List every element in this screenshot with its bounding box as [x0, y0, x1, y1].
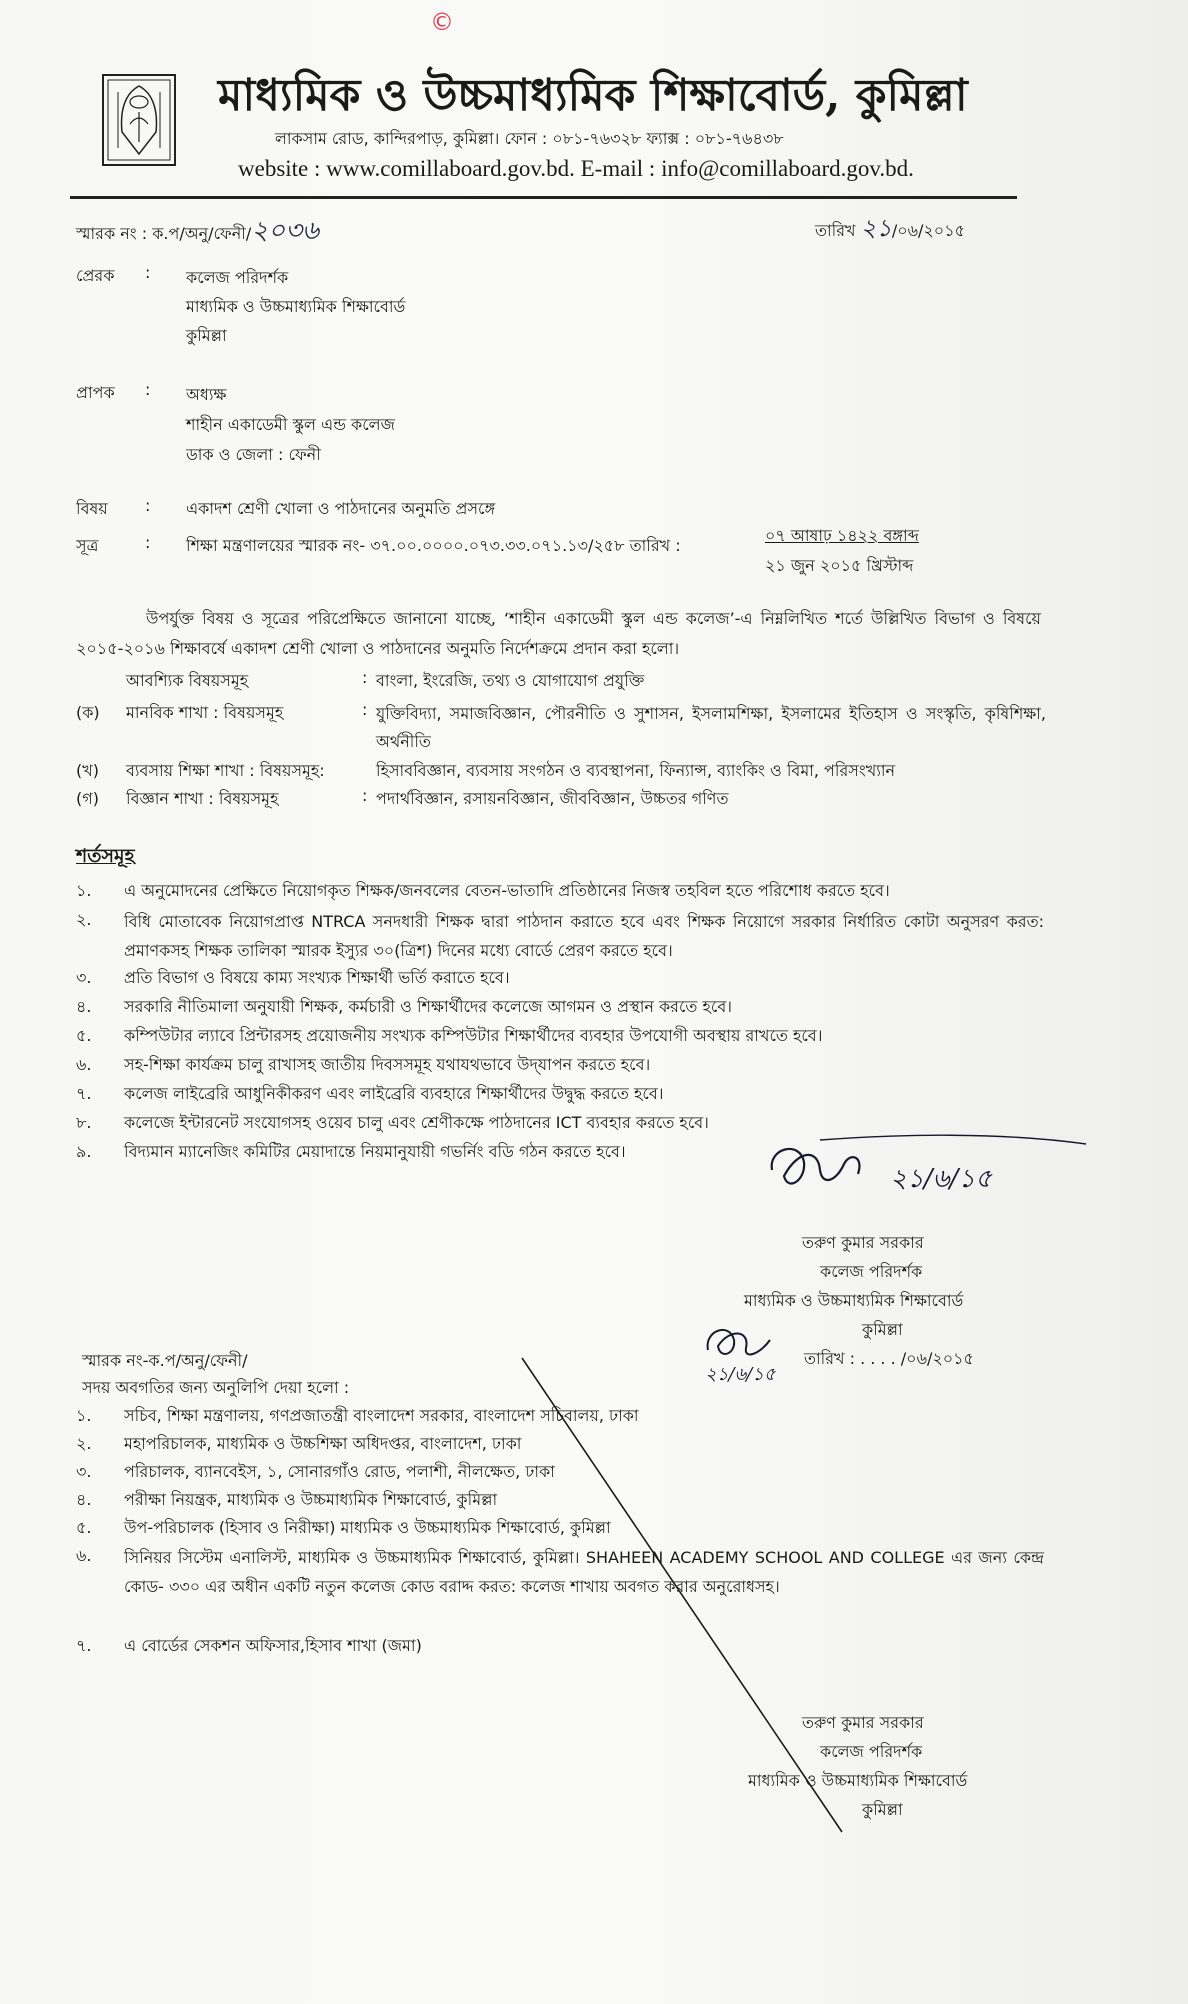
copy-ref: স্মারক নং-ক.প/অনু/ফেনী/ — [82, 1351, 248, 1370]
copy-item-text: পরিচালক, ব্যানবেইস, ১, সোনারগাঁও রোড, পলাশী, নীলক্ষেত, ঢাকা — [124, 1462, 555, 1481]
subject-row-label: ব্যবসায় শিক্ষা শাখা : বিষয়সমূহ: — [126, 761, 325, 780]
memo-date-label: তারিখ — [815, 221, 856, 240]
recipient-label: প্রাপক — [76, 383, 115, 402]
copy-item-number: ৫. — [76, 1518, 92, 1537]
condition-number: ৬. — [76, 1055, 92, 1074]
condition-text: সহ-শিক্ষা কার্যক্রম চালু রাখাসহ জাতীয় দিবসসমূহ যথাযথভাবে উদ্‌যাপন করতে হবে। — [124, 1055, 651, 1074]
condition-text: বিদ্যমান ম্যানেজিং কমিটির মেয়াদান্তে নিয়মানুযায়ী গভর্নিং বডি গঠন করতে হবে। — [124, 1142, 626, 1161]
recipient-line: অধ্যক্ষ — [186, 385, 227, 404]
condition-text: কম্পিউটার ল্যাবে প্রিন্টারসহ প্রয়োজনীয় সংখ্যক কম্পিউটার শিক্ষার্থীদের ব্যবহার উপযোগী অবস্থায় রাখতে হবে। — [124, 1026, 823, 1045]
sender-line: মাধ্যমিক ও উচ্চমাধ্যমিক শিক্ষাবোর্ড — [186, 297, 406, 316]
page-mark: © — [430, 8, 454, 36]
copy-item-text: সচিব, শিক্ষা মন্ত্রণালয়, গণপ্রজাতন্ত্রী বাংলাদেশ সরকার, বাংলাদেশ সচিবালয়, ঢাকা — [124, 1406, 639, 1425]
board-website: website : www.comillaboard.gov.bd. E-mail : info@comillaboard.gov.bd. — [238, 156, 914, 181]
recipient-line: ডাক ও জেলা : ফেনী — [186, 445, 321, 464]
condition-text: প্রতি বিভাগ ও বিষয়ে কাম্য সংখ্যক শিক্ষার্থী ভর্তি করাতে হবে। — [124, 968, 510, 987]
source-colon: : — [145, 533, 151, 552]
condition-text: কলেজ লাইব্রেরি আধুনিকীকরণ এবং লাইব্রেরি ব্যবহারে শিক্ষার্থীদের উদ্বুদ্ধ করতে হবে। — [124, 1084, 664, 1103]
signature-3-city: কুমিল্লা — [862, 1800, 903, 1819]
subject-label: বিষয় — [76, 499, 108, 518]
copy-item-number: ৭. — [76, 1636, 92, 1655]
condition-number: ৩. — [76, 968, 92, 987]
conditions-heading: শর্তসমূহ — [76, 845, 135, 867]
subject-row-colon: : — [362, 668, 368, 687]
source-label: সূত্র — [76, 536, 99, 555]
subject-row-mark: (খ) — [76, 761, 99, 780]
subject-row-label: মানবিক শাখা : বিষয়সমূহ — [126, 703, 284, 722]
signature-2-date: ২১/৬/১৫ — [705, 1364, 776, 1385]
subject-colon: : — [145, 496, 151, 515]
subject-row-mark: (গ) — [76, 789, 99, 808]
signature-1-date-line: তারিখ : . . . . /০৬/২০১৫ — [804, 1349, 974, 1368]
copy-item-text: উপ-পরিচালক (হিসাব ও নিরীক্ষা) মাধ্যমিক ও উচ্চমাধ্যমিক শিক্ষাবোর্ড, কুমিল্লা — [124, 1518, 611, 1537]
condition-text: কলেজে ইন্টারনেট সংযোগসহ ওয়েব চালু এবং শ্রেণীকক্ষে পাঠদানের ICT ব্যবহার করতে হবে। — [124, 1113, 709, 1132]
source-date-line1: ০৭ আষাঢ় ১৪২২ বঙ্গাব্দ — [765, 526, 919, 545]
sender-line: কলেজ পরিদর্শক — [186, 268, 289, 287]
condition-number: ৭. — [76, 1084, 92, 1103]
sender-label: প্রেরক — [76, 266, 115, 285]
signature-3-org: মাধ্যমিক ও উচ্চমাধ্যমিক শিক্ষাবোর্ড — [748, 1771, 968, 1790]
source-text: শিক্ষা মন্ত্রণালয়ের স্মারক নং- ৩৭.০০.০০০০.০৭৩.৩৩.০৭১.১৩/২৫৮ তারিখ : — [186, 536, 681, 555]
recipient-line: শাহীন একাডেমী স্কুল এন্ড কলেজ — [186, 415, 395, 434]
condition-number: ১. — [76, 881, 92, 900]
subject-row-value: বাংলা, ইংরেজি, তথ্য ও যোগাযোগ প্রযুক্তি — [376, 671, 645, 690]
condition-text: সরকারি নীতিমালা অনুযায়ী শিক্ষক, কর্মচারী ও শিক্ষার্থীদের কলেজে আগমন ও প্রস্থান করতে হবে। — [124, 997, 732, 1016]
memo-ref-label: স্মারক নং : ক.প/অনু/ফেনী/ — [76, 224, 252, 243]
condition-number: ২. — [76, 910, 92, 929]
subject-row-label: আবশ্যিক বিষয়সমূহ — [126, 671, 249, 690]
subject-row-colon: : — [362, 786, 368, 805]
signature-3-title: কলেজ পরিদর্শক — [820, 1742, 923, 1761]
condition-number: ৪. — [76, 997, 92, 1016]
memo-ref-handwritten: ২০৩৬ — [251, 216, 319, 246]
copy-item-text: পরীক্ষা নিয়ন্ত্রক, মাধ্যমিক ও উচ্চমাধ্যমিক শিক্ষাবোর্ড, কুমিল্লা — [124, 1490, 498, 1509]
subject-row-value: যুক্তিবিদ্যা, সমাজবিজ্ঞান, পৌরনীতি ও সুশাসন, ইসলামশিক্ষা, ইসলামের ইতিহাস ও সংস্কৃতি, কৃষিশিক্ষা, অর্থনীতি — [376, 704, 1046, 751]
copy-item-text: মহাপরিচালক, মাধ্যমিক ও উচ্চশিক্ষা অধিদপ্তর, বাংলাদেশ, ঢাকা — [124, 1434, 522, 1453]
condition-number: ৯. — [76, 1142, 92, 1161]
subject-row-colon: : — [362, 700, 368, 719]
signature-1-title: কলেজ পরিদর্শক — [820, 1262, 923, 1281]
signature-1-org: মাধ্যমিক ও উচ্চমাধ্যমিক শিক্ষাবোর্ড — [744, 1291, 964, 1310]
memo-date-suffix: /০৬/২০১৫ — [891, 221, 965, 240]
copy-item-number: ৪. — [76, 1490, 92, 1509]
sender-colon: : — [145, 263, 151, 282]
signature-1-name: তরুণ কুমার সরকার — [802, 1233, 924, 1252]
body-paragraph: উপর্যুক্ত বিষয় ও সূত্রের পরিপ্রেক্ষিতে জানানো যাচ্ছে, ‘শাহীন একাডেমী স্কুল এন্ড কলেজ’-এ নিম্নলিখিত শর্তে উল্লিখিত বিভাগ ও বিষয়ে ২০১৫-২০১৬ শিক্ষাবর্ষে একাদশ শ্রেণী খোলা ও পাঠদানের অনুমতি নির্দেশক্রমে প্রদান করা হলো। — [76, 609, 1041, 658]
subject-row-value: হিসাববিজ্ঞান, ব্যবসায় সংগঠন ও ব্যবস্থাপনা, ফিন্যান্স, ব্যাংকিং ও বিমা, পরিসংখ্যান — [376, 761, 896, 780]
subject-text: একাদশ শ্রেণী খোলা ও পাঠদানের অনুমতি প্রসঙ্গে — [186, 499, 496, 518]
sender-line: কুমিল্লা — [186, 326, 227, 345]
memo-date-handwritten: ২১ — [860, 214, 892, 242]
signature-1-city: কুমিল্লা — [862, 1320, 903, 1339]
subject-row-value: পদার্থবিজ্ঞান, রসায়নবিজ্ঞান, জীববিজ্ঞান, উচ্চতর গণিত — [376, 789, 729, 808]
copy-item-number: ৬. — [76, 1546, 92, 1565]
condition-text: বিধি মোতাবেক নিয়োগপ্রাপ্ত NTRCA সনদধারী শিক্ষক দ্বারা পাঠদান করাতে হবে এবং শিক্ষক নিয়োগে সরকার নির্ধারিত কোটা অনুসরণ করত: প্রমাণকসহ শিক্ষক তালিকা স্মারক ইস্যুর ৩০(ত্রিশ) দিনের মধ্যে বোর্ডে প্রেরণ করতে হবে। — [124, 912, 1044, 960]
copy-item-number: ১. — [76, 1406, 92, 1425]
condition-number: ৫. — [76, 1026, 92, 1045]
source-date-line2: ২১ জুন ২০১৫ খ্রিস্টাব্দ — [765, 556, 914, 575]
condition-number: ৮. — [76, 1113, 92, 1132]
copy-item-number: ২. — [76, 1434, 92, 1453]
signature-3-name: তরুণ কুমার সরকার — [802, 1713, 924, 1732]
copy-item-number: ৩. — [76, 1462, 92, 1481]
subject-row-mark: (ক) — [76, 703, 100, 722]
signature-1-date: ২১/৬/১৫ — [890, 1164, 992, 1194]
copy-item-text: এ বোর্ডের সেকশন অফিসার,হিসাব শাখা (জমা) — [124, 1636, 422, 1655]
condition-text: এ অনুমোদনের প্রেক্ষিতে নিয়োগকৃত শিক্ষক/জনবলের বেতন-ভাতাদি প্রতিষ্ঠানের নিজস্ব তহবিল হতে পরিশোধ করতে হবে। — [124, 881, 890, 900]
copy-item-text: সিনিয়র সিস্টেম এনালিস্ট, মাধ্যমিক ও উচ্চমাধ্যমিক শিক্ষাবোর্ড, কুমিল্লা। SHAHEEN ACADEMY SCHOOL AND COLLEGE এর জন্য কেন্দ্র কোড- ৩৩০ এর অধীন একটি নতুন কলেজ কোড বরাদ্দ করত: কলেজ শাখায় অবগত করার অনুরোধসহ। — [124, 1548, 1044, 1596]
subject-row-label: বিজ্ঞান শাখা : বিষয়সমূহ — [126, 789, 279, 808]
recipient-colon: : — [145, 380, 151, 399]
board-title: মাধ্যমিক ও উচ্চমাধ্যমিক শিক্ষাবোর্ড, কুমিল্লা — [218, 70, 968, 121]
board-address: লাকসাম রোড, কান্দিরপাড়, কুমিল্লা। ফোন : ০৮১-৭৬৩২৮ ফ্যাক্স : ০৮১-৭৬৪৩৮ — [275, 129, 784, 148]
copy-intro: সদয় অবগতির জন্য অনুলিপি দেয়া হলো : — [82, 1378, 350, 1397]
